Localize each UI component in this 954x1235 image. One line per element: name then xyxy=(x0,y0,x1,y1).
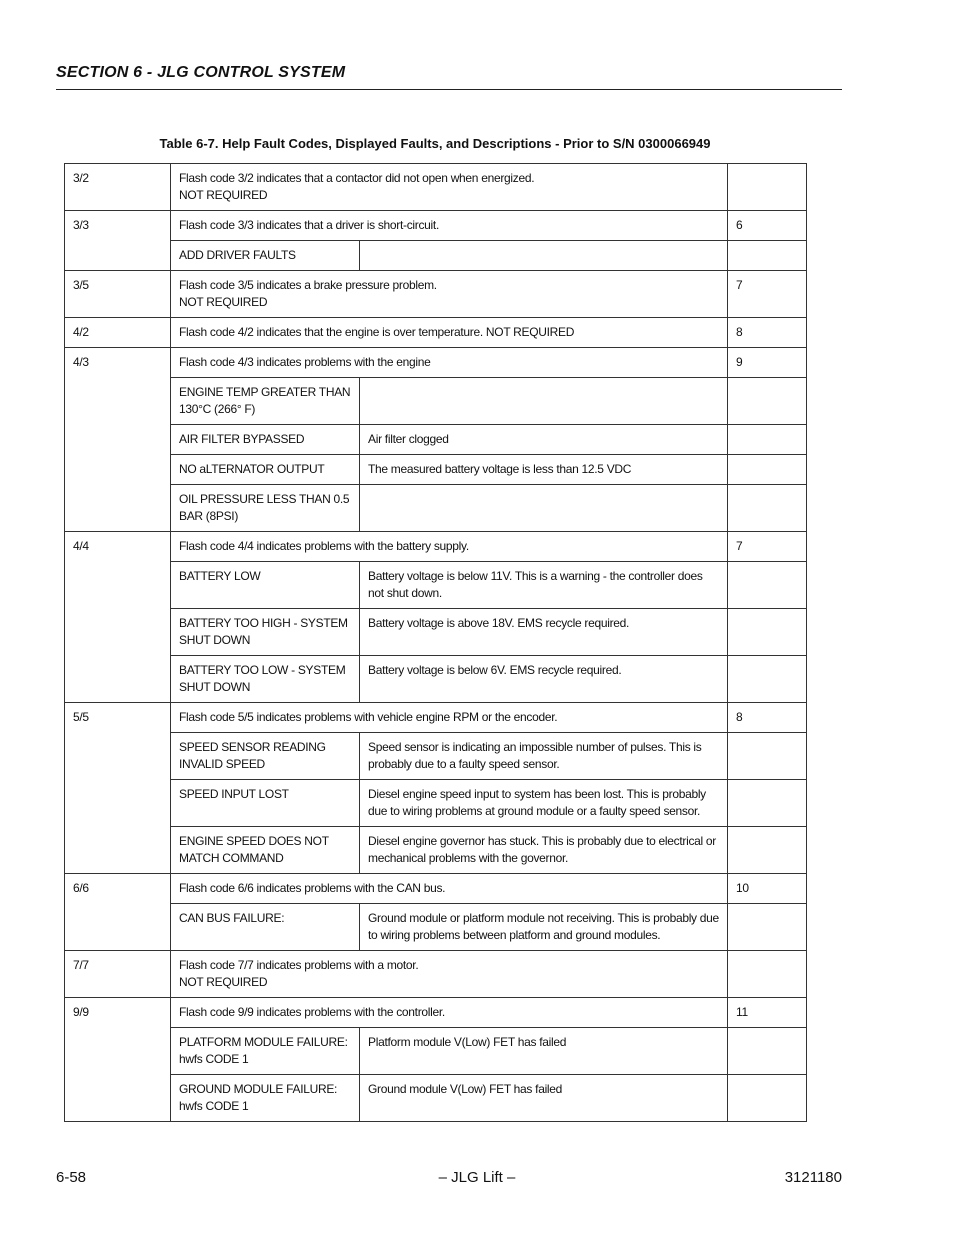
section-title: SECTION 6 - JLG CONTROL SYSTEM xyxy=(56,64,346,81)
description-line: Flash code 3/5 indicates a brake pressure problem. NOT REQUIRED xyxy=(179,278,437,309)
flash-code-cell: 3/2 xyxy=(65,164,171,211)
flash-code-cell: 4/4 xyxy=(65,532,171,703)
reference-cell xyxy=(728,241,807,271)
reference-cell: 8 xyxy=(728,703,807,733)
table-row xyxy=(65,485,807,532)
table-row xyxy=(65,656,807,703)
reference-cell: 8 xyxy=(728,318,807,348)
fault-code-table xyxy=(64,163,807,1122)
description-line: Flash code 6/6 indicates problems with the CAN bus. xyxy=(179,881,446,895)
flash-code-cell: 7/7 xyxy=(65,951,171,998)
table-row xyxy=(65,609,807,656)
flash-code-cell: 4/2 xyxy=(65,318,171,348)
footer-brand: – JLG Lift – xyxy=(438,1169,516,1186)
fault-detail-cell: Ground module or platform module not receiving. This is probably due to wiring problems between platform and ground modules. xyxy=(360,904,728,951)
table-row xyxy=(65,455,807,485)
description-cell xyxy=(171,951,728,998)
fault-name-cell: BATTERY TOO HIGH - SYSTEM SHUT DOWN xyxy=(171,609,360,656)
table-row xyxy=(65,378,807,425)
table-row xyxy=(65,271,807,318)
reference-cell xyxy=(728,1075,807,1122)
reference-cell xyxy=(728,827,807,874)
description-cell xyxy=(171,211,728,241)
fault-detail-cell: Air filter clogged xyxy=(360,425,728,455)
fault-name-cell: NO aLTERNATOR OUTPUT xyxy=(171,455,360,485)
table-row xyxy=(65,904,807,951)
description-cell xyxy=(171,998,728,1028)
table-row xyxy=(65,827,807,874)
description-cell xyxy=(171,271,728,318)
description-cell xyxy=(171,874,728,904)
reference-cell xyxy=(728,425,807,455)
table-row xyxy=(65,951,807,998)
reference-cell xyxy=(728,904,807,951)
fault-name-cell: ENGINE TEMP GREATER THAN 130°C (266° F) xyxy=(171,378,360,425)
fault-detail-cell: Platform module V(Low) FET has failed xyxy=(360,1028,728,1075)
description-line: Flash code 4/3 indicates problems with the engine xyxy=(179,355,431,369)
fault-name-cell: OIL PRESSURE LESS THAN 0.5 BAR (8PSI) xyxy=(171,485,360,532)
reference-cell xyxy=(728,609,807,656)
reference-cell xyxy=(728,733,807,780)
description-line: Flash code 3/3 indicates that a driver is short-circuit. xyxy=(179,218,439,232)
flash-code-cell: 5/5 xyxy=(65,703,171,874)
reference-cell: 11 xyxy=(728,998,807,1028)
reference-cell xyxy=(728,455,807,485)
fault-detail-cell: Ground module V(Low) FET has failed xyxy=(360,1075,728,1122)
fault-detail-cell: Battery voltage is below 11V. This is a warning - the controller does not shut down. xyxy=(360,562,728,609)
fault-detail-cell: The measured battery voltage is less than 12.5 VDC xyxy=(360,455,728,485)
table-row xyxy=(65,733,807,780)
fault-name-cell: BATTERY LOW xyxy=(171,562,360,609)
fault-name-cell: SPEED SENSOR READING INVALID SPEED xyxy=(171,733,360,780)
reference-cell xyxy=(728,378,807,425)
table-row xyxy=(65,562,807,609)
reference-cell: 10 xyxy=(728,874,807,904)
reference-cell xyxy=(728,1028,807,1075)
document-number: 3121180 xyxy=(784,1169,842,1186)
fault-name-cell: SPEED INPUT LOST xyxy=(171,780,360,827)
fault-name-cell: ADD DRIVER FAULTS xyxy=(171,241,360,271)
table-row xyxy=(65,703,807,733)
fault-detail-cell: Speed sensor is indicating an impossible number of pulses. This is probably due to a faulty speed sensor. xyxy=(360,733,728,780)
table-row xyxy=(65,780,807,827)
table-row xyxy=(65,1075,807,1122)
description-line: Flash code 4/2 indicates that the engine is over temperature. NOT REQUIRED xyxy=(179,325,575,339)
fault-name-cell: AIR FILTER BYPASSED xyxy=(171,425,360,455)
table-row xyxy=(65,532,807,562)
table-row xyxy=(65,1028,807,1075)
fault-detail-cell: Diesel engine governor has stuck. This is probably due to electrical or mechanical problems with the governor. xyxy=(360,827,728,874)
fault-detail-cell: Diesel engine speed input to system has been lost. This is probably due to wiring problems at ground module or a faulty speed sensor. xyxy=(360,780,728,827)
fault-detail-cell xyxy=(360,241,728,271)
reference-cell xyxy=(728,164,807,211)
description-line: Flash code 9/9 indicates problems with the controller. xyxy=(179,1005,445,1019)
flash-code-cell: 3/5 xyxy=(65,271,171,318)
description-cell xyxy=(171,532,728,562)
fault-detail-cell xyxy=(360,485,728,532)
description-line: Flash code 4/4 indicates problems with the battery supply. xyxy=(179,539,469,553)
description-line: Flash code 3/2 indicates that a contactor did not open when energized. NOT REQUIRED xyxy=(179,171,535,202)
description-cell xyxy=(171,348,728,378)
table-row xyxy=(65,348,807,378)
fault-name-cell: PLATFORM MODULE FAILURE: hwfs CODE 1 xyxy=(171,1028,360,1075)
flash-code-cell: 6/6 xyxy=(65,874,171,951)
description-cell xyxy=(171,164,728,211)
reference-cell xyxy=(728,485,807,532)
flash-code-cell: 4/3 xyxy=(65,348,171,532)
fault-name-cell: CAN BUS FAILURE: xyxy=(171,904,360,951)
table-title: Table 6-7. Help Fault Codes, Displayed Faults, and Descriptions - Prior to S/N 0300066949 xyxy=(159,136,711,151)
flash-code-cell: 9/9 xyxy=(65,998,171,1122)
reference-cell xyxy=(728,951,807,998)
fault-detail-cell: Battery voltage is below 6V. EMS recycle required. xyxy=(360,656,728,703)
header-divider xyxy=(56,89,842,90)
reference-cell xyxy=(728,656,807,703)
table-row xyxy=(65,998,807,1028)
table-row xyxy=(65,211,807,241)
fault-detail-cell xyxy=(360,378,728,425)
table-row xyxy=(65,241,807,271)
table-row xyxy=(65,164,807,211)
table-row xyxy=(65,318,807,348)
reference-cell xyxy=(728,562,807,609)
reference-cell: 9 xyxy=(728,348,807,378)
fault-name-cell: BATTERY TOO LOW - SYSTEM SHUT DOWN xyxy=(171,656,360,703)
description-cell xyxy=(171,703,728,733)
reference-cell: 7 xyxy=(728,271,807,318)
fault-detail-cell: Battery voltage is above 18V. EMS recycle required. xyxy=(360,609,728,656)
description-cell xyxy=(171,318,728,348)
flash-code-cell: 3/3 xyxy=(65,211,171,271)
table-row xyxy=(65,874,807,904)
fault-name-cell: GROUND MODULE FAILURE: hwfs CODE 1 xyxy=(171,1075,360,1122)
fault-name-cell: ENGINE SPEED DOES NOT MATCH COMMAND xyxy=(171,827,360,874)
table-row xyxy=(65,425,807,455)
reference-cell xyxy=(728,780,807,827)
page-number: 6-58 xyxy=(56,1169,87,1186)
reference-cell: 6 xyxy=(728,211,807,241)
description-line: Flash code 5/5 indicates problems with vehicle engine RPM or the encoder. xyxy=(179,710,558,724)
description-line: Flash code 7/7 indicates problems with a motor. NOT REQUIRED xyxy=(179,958,419,989)
reference-cell: 7 xyxy=(728,532,807,562)
